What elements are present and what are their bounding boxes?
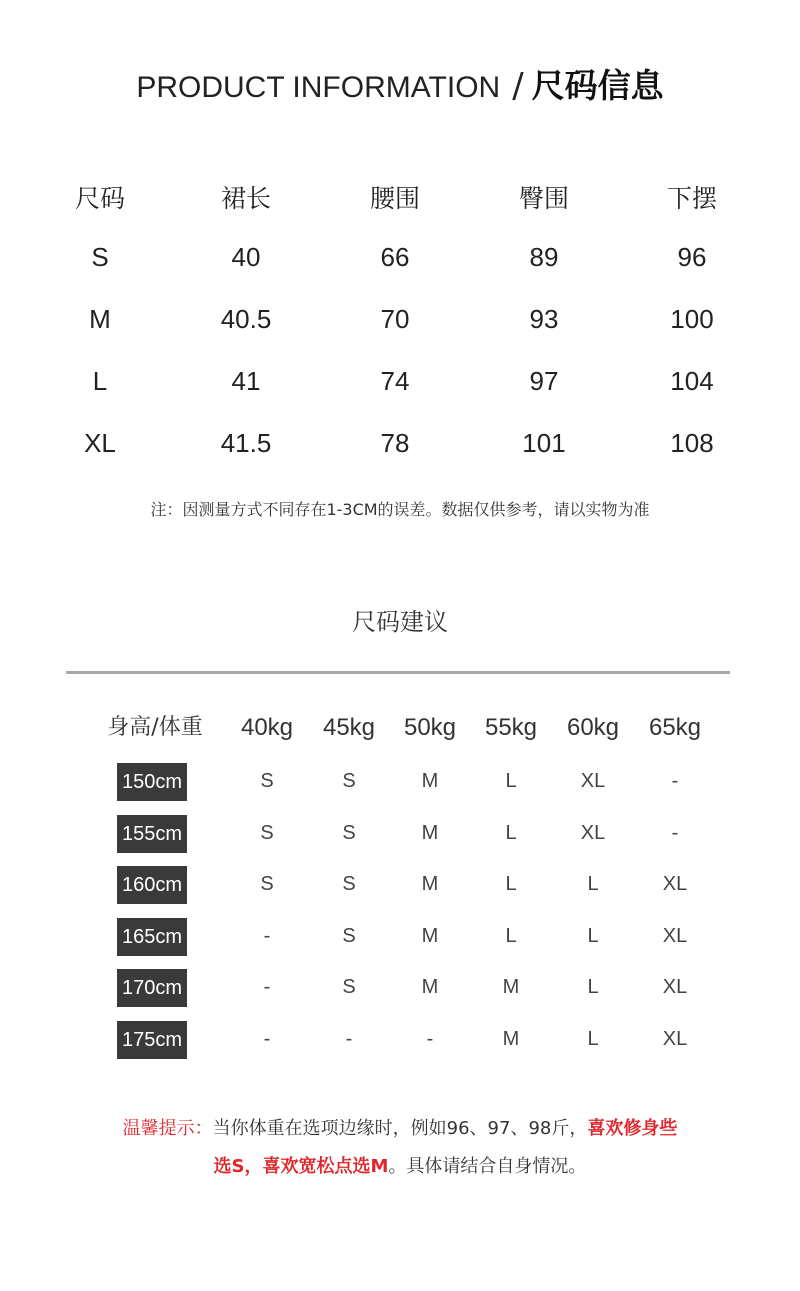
weight-header: 40kg	[240, 714, 294, 741]
size-cell: L	[505, 821, 517, 844]
size-tip	[0, 1110, 800, 1186]
section-divider	[66, 671, 730, 674]
table-cell: 66	[380, 242, 410, 272]
size-cell: S	[342, 770, 356, 792]
tip-highlight: 喜欢修身些	[587, 1118, 678, 1139]
table-cell: S	[91, 242, 109, 272]
height-badge: 165cm	[117, 918, 187, 956]
table-cell: 41	[231, 366, 261, 396]
corner-label: 身高/体重	[107, 715, 203, 740]
recommendation-row	[0, 1014, 800, 1066]
size-cell: -	[426, 1027, 434, 1050]
recommendation-row	[0, 962, 800, 1014]
size-cell: L	[505, 873, 517, 895]
header-cell: 臀围	[518, 184, 569, 213]
size-cell: S	[260, 770, 274, 792]
size-cell: M	[421, 873, 439, 895]
table-cell: 100	[670, 304, 714, 334]
height-badge: 160cm	[117, 866, 187, 904]
table-cell: XL	[84, 428, 116, 458]
table-cell: 70	[380, 304, 410, 334]
height-badge: 150cm	[117, 763, 187, 801]
size-table	[25, 170, 765, 476]
size-cell: L	[505, 770, 517, 792]
size-cell: L	[587, 976, 599, 998]
table-cell: 40.5	[220, 304, 272, 334]
size-cell: XL	[662, 924, 688, 947]
size-cell: L	[587, 873, 599, 895]
height-badge: 170cm	[117, 969, 187, 1007]
weight-header: 50kg	[403, 714, 457, 741]
size-cell: L	[505, 924, 517, 947]
header-cell: 腰围	[369, 184, 420, 213]
table-cell: 78	[380, 428, 410, 458]
size-cell: S	[260, 821, 274, 844]
size-cell: S	[260, 873, 274, 895]
size-cell: -	[345, 1027, 353, 1050]
tip-line-1	[0, 1110, 800, 1148]
weight-header: 60kg	[566, 714, 620, 741]
table-cell: 40	[231, 242, 261, 272]
recommendation-table	[0, 700, 800, 1065]
section-title: 尺码建议	[352, 608, 448, 636]
size-cell: XL	[580, 770, 606, 792]
size-cell: -	[671, 770, 679, 792]
size-cell: -	[263, 976, 271, 998]
recommendation-row	[0, 808, 800, 860]
recommendation-row	[0, 859, 800, 911]
size-cell: XL	[580, 821, 606, 844]
title-chinese: 尺码信息	[531, 66, 664, 105]
size-cell: XL	[662, 1027, 688, 1050]
table-cell: 104	[670, 366, 714, 396]
size-cell: S	[342, 873, 356, 895]
size-cell: XL	[662, 976, 688, 998]
title-separator: /	[512, 66, 524, 106]
size-cell: M	[421, 821, 439, 844]
page-title	[0, 60, 800, 107]
size-cell: M	[502, 1027, 520, 1050]
size-cell: -	[671, 821, 679, 844]
measurement-note: 注：因测量方式不同存在1-3CM的误差。数据仅供参考，请以实物为准	[150, 500, 650, 519]
height-badge: 155cm	[117, 815, 187, 853]
size-table-row	[25, 414, 765, 476]
header-cell: 下摆	[666, 184, 717, 213]
size-cell: M	[421, 770, 439, 792]
size-cell: -	[263, 1027, 271, 1050]
height-badge: 175cm	[117, 1021, 187, 1059]
size-cell: XL	[662, 873, 688, 895]
table-cell: 108	[670, 428, 714, 458]
tip-line-2	[0, 1148, 800, 1186]
size-cell: M	[421, 924, 439, 947]
size-table-row	[25, 352, 765, 414]
recommendation-row	[0, 911, 800, 963]
table-cell: 74	[380, 366, 410, 396]
size-table-header	[25, 170, 765, 228]
weight-header: 65kg	[648, 714, 702, 741]
table-cell: 101	[522, 428, 566, 458]
tip-text: 当你体重在选项边缘时，例如96、97、98斤，	[212, 1118, 588, 1139]
size-cell: S	[342, 821, 356, 844]
table-cell: M	[89, 304, 111, 334]
title-english: PRODUCT INFORMATION	[136, 71, 501, 104]
size-cell: M	[421, 976, 439, 998]
size-table-row	[25, 290, 765, 352]
size-cell: S	[342, 976, 356, 998]
size-cell: -	[263, 924, 271, 947]
size-cell: M	[502, 976, 520, 998]
recommendation-header	[0, 700, 800, 756]
tip-label: 温馨提示：	[122, 1118, 213, 1139]
header-cell: 尺码	[74, 184, 125, 213]
table-cell: 93	[529, 304, 559, 334]
header-cell: 裙长	[220, 184, 271, 213]
tip-text: 。具体请结合自身情况。	[388, 1156, 587, 1177]
size-table-row	[25, 228, 765, 290]
size-cell: L	[587, 924, 599, 947]
table-cell: 41.5	[220, 428, 272, 458]
size-cell: L	[587, 1027, 599, 1050]
table-cell: L	[92, 366, 108, 396]
table-cell: 89	[529, 242, 559, 272]
tip-highlight: 选S，喜欢宽松点选M	[213, 1156, 389, 1177]
recommendation-row	[0, 756, 800, 808]
weight-header: 55kg	[484, 714, 538, 741]
table-cell: 97	[529, 366, 559, 396]
weight-header: 45kg	[322, 714, 376, 741]
table-cell: 96	[677, 242, 707, 272]
size-cell: S	[342, 924, 356, 947]
